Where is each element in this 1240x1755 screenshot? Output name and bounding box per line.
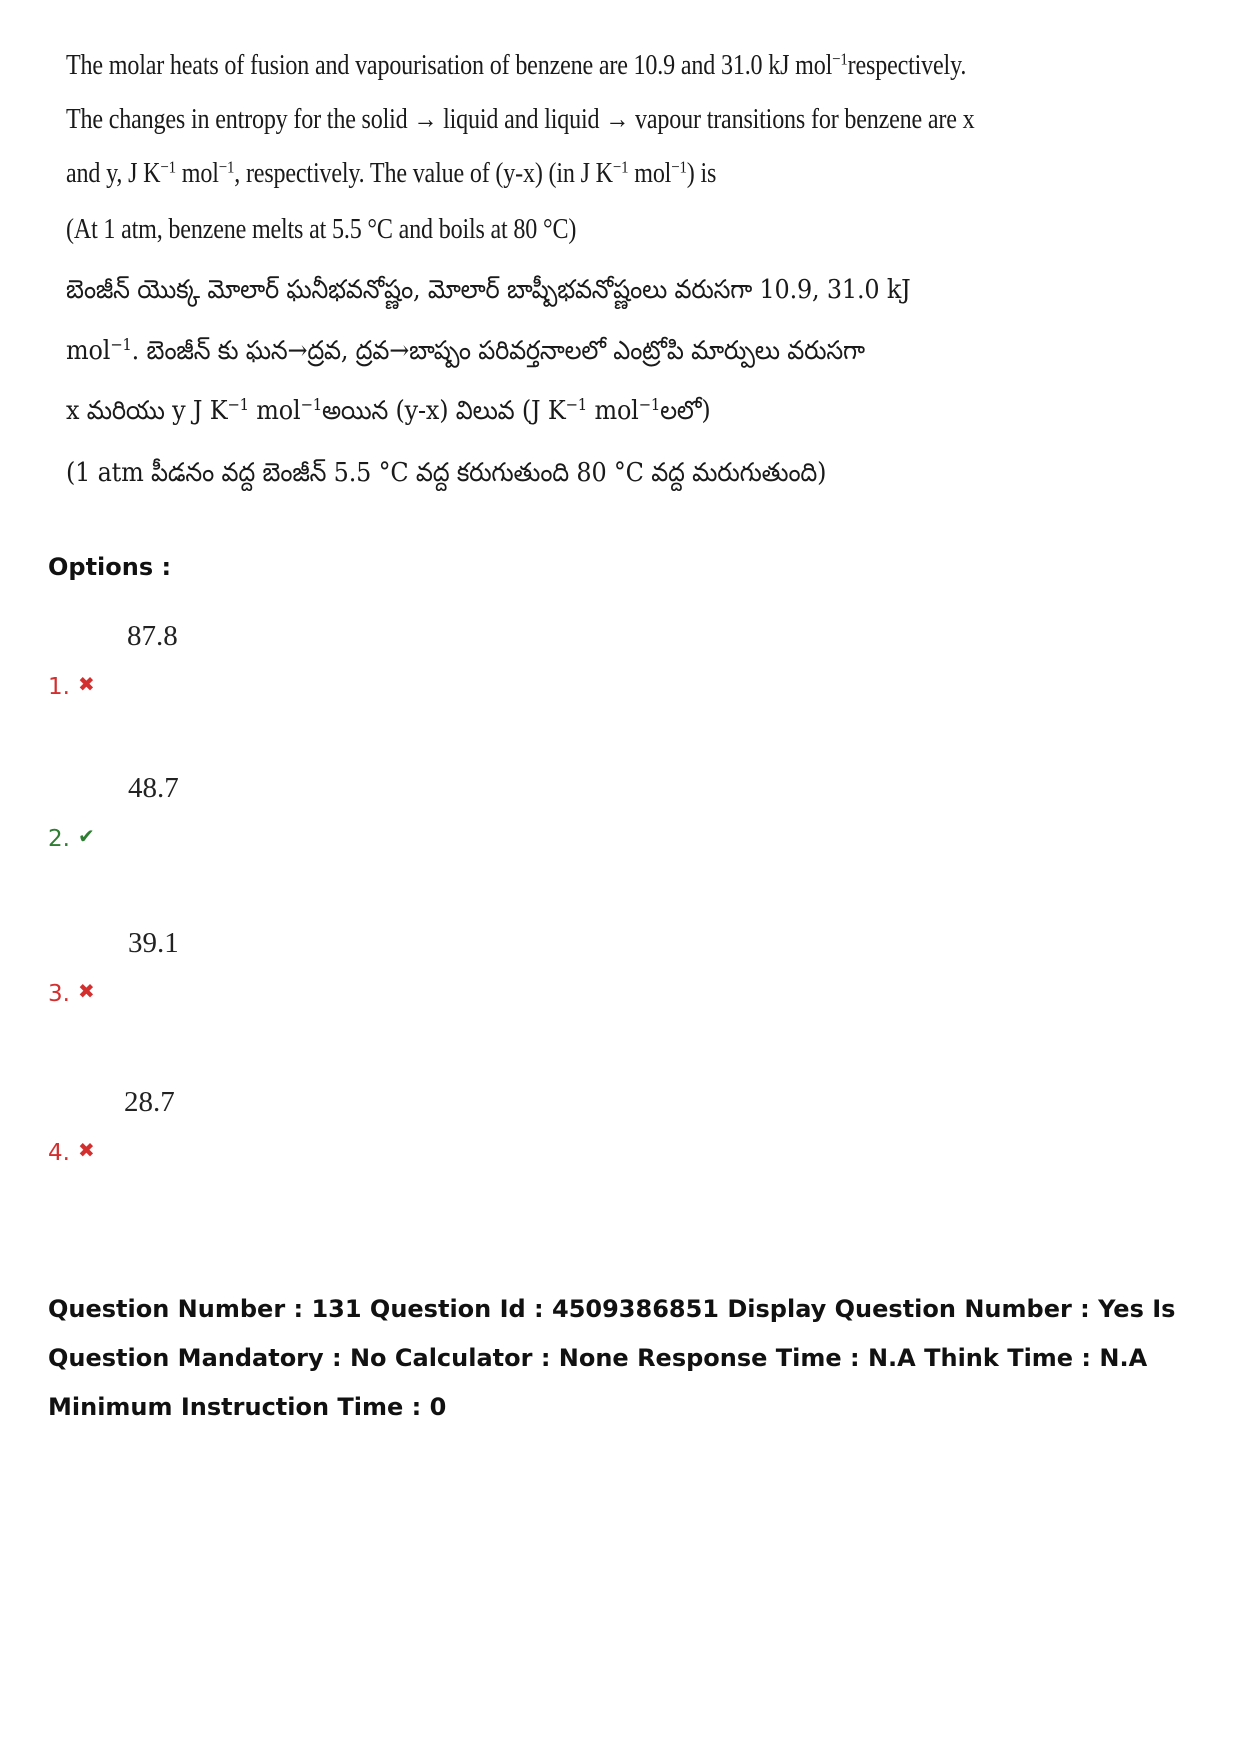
- question-telugu-line-1: బెంజీన్ యొక్క మోలార్ ఘనీభవనోష్ణం, మోలార్ బాష్పీభవనోష్ణంలు వరుసగా 10.9, 31.0 kJ: [66, 275, 911, 305]
- option-number: 1.: [48, 674, 70, 700]
- option-4[interactable]: [48, 1086, 548, 1166]
- options-title: Options :: [48, 553, 172, 581]
- question-telugu-line-3: x మరియు y J $K^{-1}$ mol$^{-1}$అయిన (y-x) విలువ (J $K^{-1}$ mol$^{-1}$లలో): [66, 395, 711, 426]
- option-1[interactable]: [48, 620, 548, 700]
- question-metadata: Question Number : 131 Question Id : 4509386851 Display Question Number : Yes Is Question Mandatory : No Calculator : None Response Time : N.A Think Time : N.A Minimum Instruction Time : 0: [48, 1295, 1176, 1421]
- question-english-line-3: and y, J $K^{-1}$ mol$^{-1}$, respectively. The value of (y-x) (in J $K^{-1}$ mol$^{-1}$) is: [66, 157, 717, 189]
- option-number: 2.: [48, 826, 70, 852]
- check-icon: ✔: [78, 824, 95, 848]
- question-english-line-2: The changes in entropy for the solid → liquid and liquid → vapour transitions for benzene are x: [66, 104, 975, 135]
- question-telugu-line-2: mol$^{-1}$. బెంజీన్ కు ఘన→ద్రవ, ద్రవ→బాష్పం పరివర్తనాలలో ఎంట్రోపి మార్పులు వరుసగా: [66, 335, 865, 366]
- option-value: 87.8: [127, 620, 178, 652]
- cross-icon: ✖: [78, 979, 95, 1003]
- option-value: 39.1: [128, 927, 179, 959]
- question-english-line-4: (At 1 atm, benzene melts at 5.5 °C and boils at 80 °C): [66, 214, 577, 245]
- option-number: 4.: [48, 1140, 70, 1166]
- question-english-line-1: The molar heats of fusion and vapourisation of benzene are 10.9 and 31.0 kJ mol$^{-1}$respectively.: [66, 49, 967, 81]
- option-number: 3.: [48, 981, 70, 1007]
- option-2[interactable]: [48, 772, 548, 852]
- cross-icon: ✖: [78, 1138, 95, 1162]
- option-value: 28.7: [124, 1086, 175, 1118]
- question-telugu-line-4: (1 atm పీడనం వద్ద బెంజీన్ 5.5 °C వద్ద కరుగుతుంది 80 °C వద్ద మరుగుతుంది): [66, 458, 827, 488]
- cross-icon: ✖: [78, 672, 95, 696]
- option-value: 48.7: [128, 772, 179, 804]
- option-3[interactable]: [48, 927, 548, 1007]
